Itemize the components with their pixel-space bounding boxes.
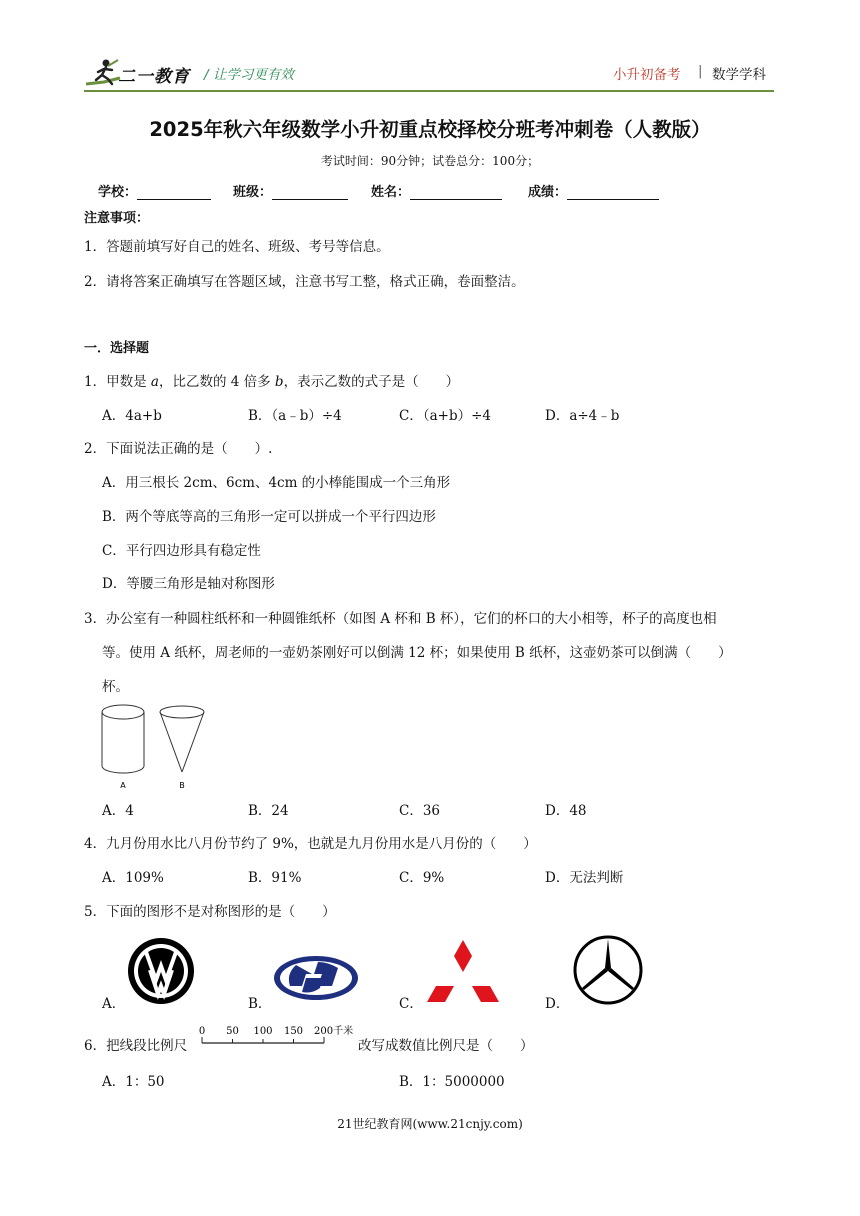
q5-option-d[interactable]: D． (545, 996, 570, 1012)
logo-text: 二一教育 (118, 67, 190, 87)
notes-heading: 注意事项： (84, 211, 150, 226)
q3-option-a[interactable]: A．4 (102, 803, 134, 819)
q4-option-a[interactable]: A．109% (102, 870, 164, 886)
question-6-post: 改写成数值比例尺是（ ） (358, 1038, 534, 1054)
cup-b-label: B (179, 781, 185, 790)
question-2: 2．下面说法正确的是（ ）. (84, 441, 273, 457)
q5-option-a[interactable]: A． (102, 996, 126, 1012)
question-5: 5．下面的图形不是对称图形的是（ ） (84, 904, 336, 920)
vw-logo-icon (126, 936, 196, 1006)
q3-option-d[interactable]: D．48 (545, 803, 587, 819)
note-item: 2．请将答案正确填写在答题区域，注意书写工整，格式正确，卷面整洁。 (84, 274, 525, 290)
hyundai-logo-icon (272, 954, 360, 1002)
slogan: / 让学习更有效 (204, 67, 294, 83)
page-footer: 21世纪教育网(www.21cnjy.com) (337, 1117, 523, 1131)
q2-option-a[interactable]: A．用三根长 2cm、6cm、4cm 的小棒能围成一个三角形 (102, 475, 451, 491)
mitsubishi-logo-icon (426, 938, 500, 1004)
scale-tick-label: 150 (283, 1026, 304, 1037)
q5-option-b[interactable]: B． (248, 996, 272, 1012)
cup-a-label: A (120, 781, 126, 790)
cylinder-cup-icon (102, 705, 144, 773)
q4-option-c[interactable]: C．9% (399, 870, 445, 886)
school-field[interactable] (98, 181, 211, 200)
school-label: 学校： (98, 185, 138, 200)
q6-option-b[interactable]: B．1：5000000 (399, 1074, 505, 1090)
q4-option-b[interactable]: B．91% (248, 870, 302, 886)
name-label: 姓名： (371, 185, 411, 200)
q2-option-b[interactable]: B．两个等底等高的三角形一定可以拼成一个平行四边形 (102, 509, 436, 525)
q4-option-d[interactable]: D．无法判断 (545, 870, 624, 886)
question-3-line1: 3．办公室有一种圆柱纸杯和一种圆锥纸杯（如图 A 杯和 B 杯），它们的杯口的大小相等，杯子的高度也相 (84, 611, 717, 627)
scale-tick-label: 50 (226, 1026, 239, 1037)
header-separator: | (698, 63, 703, 79)
line-scale-figure (196, 1022, 356, 1050)
q1-option-b[interactable]: B．（a﹣b）÷4 (248, 408, 342, 424)
score-label: 成绩： (528, 185, 568, 200)
cone-cup-icon (160, 706, 204, 772)
name-field[interactable] (371, 181, 502, 200)
q6-option-a[interactable]: A．1：50 (102, 1074, 165, 1090)
q2-option-c[interactable]: C．平行四边形具有稳定性 (102, 543, 261, 559)
scale-tick-label: 100 (253, 1026, 273, 1037)
cups-figure (98, 700, 210, 792)
score-field[interactable] (528, 181, 659, 200)
header-subject: 数学学科 (712, 67, 766, 83)
question-3-line2: 等。使用 A 纸杯，周老师的一壶奶茶刚好可以倒满 12 杯；如果使用 B 纸杯，这壶奶茶可以倒满（ ） (102, 645, 732, 661)
question-3-line3: 杯。 (102, 679, 129, 695)
question-1: 1．甲数是 a，比乙数的 4 倍多 b，表示乙数的式子是（ ） (84, 374, 460, 390)
q5-option-c[interactable]: C． (399, 996, 423, 1012)
header-category: 小升初备考 (613, 67, 681, 83)
q1-option-c[interactable]: C．（a+b）÷4 (399, 408, 491, 424)
question-4: 4．九月份用水比八月份节约了 9%，也就是九月份用水是八月份的（ ） (84, 836, 537, 852)
class-label: 班级： (233, 185, 273, 200)
mercedes-logo-icon (572, 934, 644, 1006)
scale-tick-label: 200千米 (314, 1026, 354, 1037)
header-rule (84, 90, 774, 92)
q3-option-b[interactable]: B．24 (248, 803, 289, 819)
q1-option-a[interactable]: A．4a+b (102, 408, 162, 424)
q2-option-d[interactable]: D．等腰三角形是轴对称图形 (102, 576, 275, 592)
section-heading: 一．选择题 (84, 341, 150, 356)
page-title: 2025年秋六年级数学小升初重点校择校分班考冲刺卷（人教版） (149, 118, 711, 141)
note-item: 1．答题前填写好自己的姓名、班级、考号等信息。 (84, 239, 390, 255)
exam-info: 考试时间：90分钟；试卷总分：100分； (320, 154, 540, 168)
class-field[interactable] (233, 181, 348, 200)
question-6-pre: 6．把线段比例尺 (84, 1038, 188, 1054)
q3-option-c[interactable]: C．36 (399, 803, 441, 819)
q1-option-d[interactable]: D．a÷4﹣b (545, 408, 620, 424)
scale-tick-label: 0 (198, 1026, 206, 1037)
